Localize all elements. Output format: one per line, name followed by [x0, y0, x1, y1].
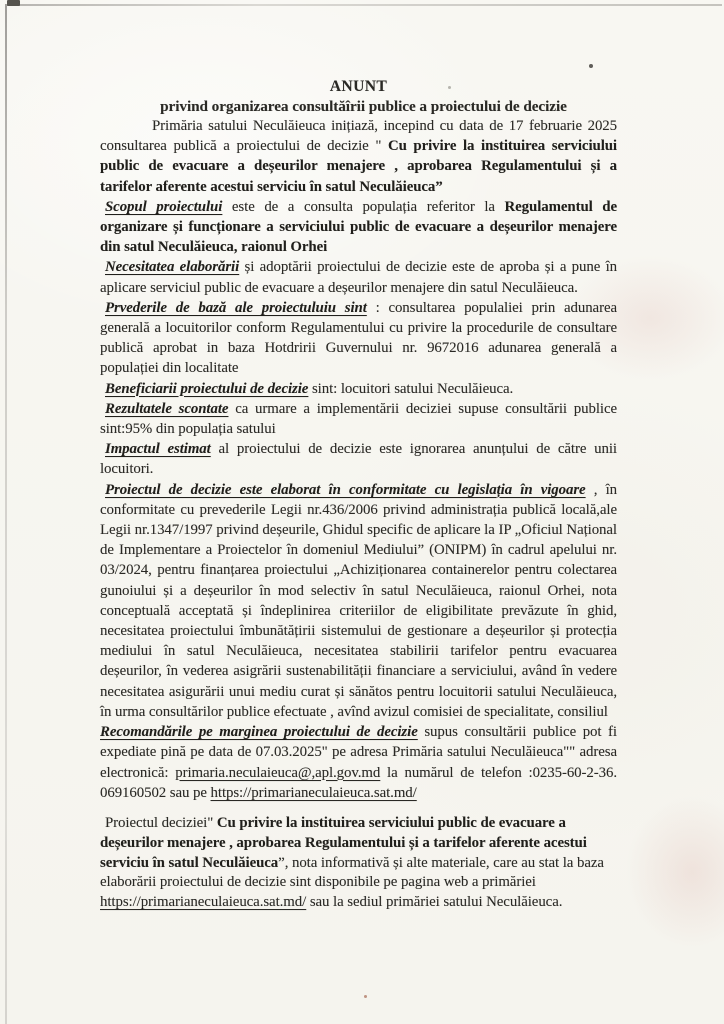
website-link[interactable]: https://primarianeculaieuca.sat.md/ — [210, 784, 417, 801]
paragraph-legislatia — [100, 480, 617, 722]
text-run: Rezultatele scontate — [105, 400, 229, 417]
text-run: , în conformitate cu prevederile Legii nr.436/2006 privind administrația publică locală,ale Legii nr.1347/1997 privind deșeurile, Ghidul specific de aplicare la IP „Oficiul Național de Implementare a Proiectelor în domeniul Mediului” (ONIPM) în cadrul apelului nr. 03/2024, pentru finanțarea proiectului „Achiziționarea containerelor pentru colectarea gunoiului și a deșeurilor în mod selectiv în satul Neculăieuca, raionul Orhei, nota conceptuală acceptată și îndeplinirea criteriilor de eligibilitate prevăzute în ghid, necesitatea proiectului îmbunătățirii sistemului de gestionare a deșeurilor și protecția mediului în satul Neculăieuca, necesitatea stabilirii tarifelor pentru evacuarea deșeurilor, în vederea asigrării sustenabilității financiare a serviciului, având în vedere necesitatea asigurării unui mediu curat și sănătos pentru locuitorii satului Neculăieuca, în urma consultărilor publice efectuate , avînd avizul comisiei de specialitate, consiliul — [100, 481, 617, 720]
text-run: al proiectului de decizie este ignorarea anunțului de către unii locuitori. — [100, 441, 617, 478]
text-run: Necesitatea elaborării — [105, 259, 240, 276]
email-link[interactable]: primaria.neculaieuca@,apl.gov.md — [175, 764, 381, 781]
paragraph-beneficiarii — [100, 379, 617, 399]
paragraph-rezultatele — [100, 399, 617, 439]
paragraph-scopul — [100, 197, 617, 258]
text-run: Impactul estimat — [105, 441, 211, 458]
text-run: Regulamentul de organizare și funcționare a serviciului public de evacuare a deșeurilor menajere din satul Neculăieuca, raionul Orhei — [100, 198, 618, 256]
document-body — [100, 116, 617, 913]
scan-edge-top — [6, 4, 722, 6]
scan-speckle — [364, 995, 367, 998]
paragraph-necesitatea — [100, 257, 617, 297]
document-title: ANUNT — [329, 78, 388, 95]
text-run: Prvederile de bază ale proiectuluiu sint — [105, 299, 367, 316]
document — [100, 76, 617, 913]
document-subtitle: privind organizarea consultăîrii publice a proiectului de decizie — [160, 98, 567, 115]
text-run: Proiectul de decizie este elaborat în conformitate cu legislația în vigoare — [105, 481, 586, 498]
paragraph-recomandarile — [100, 722, 617, 803]
text-run: Beneficiarii proiectului de decizie — [105, 380, 309, 397]
text-run: Recomandările pe marginea proiectului de decizie — [100, 724, 418, 741]
paragraph-prevederile — [100, 298, 617, 379]
scan-edge-left — [5, 4, 7, 1024]
scan-dot — [589, 64, 593, 68]
text-run: la numărul de telefon :0235-60-2-36. 069160502 sau pe — [100, 764, 617, 801]
text-run: sint: locuitori satului Neculăieuca. — [308, 380, 514, 397]
paragraph-impactul — [100, 439, 617, 479]
text-run: : consultarea populaliei prin adunarea generală a locuitorilor conform Regulamentului cu privire la procedurile de consultare publică aprobat in baza Hotdririi Guvernului nr. 9672016 adunarea generală a populației din localitate — [100, 299, 617, 377]
text-run: supus consultării publice pot fi expediate pină pe data de 07.03.2025" pe adresa Primăria satului Neculăieuca"" adresa electronică: — [100, 724, 617, 781]
paragraph-disponibilitate — [100, 814, 617, 913]
text-run: Primăria satului Neculăieuca inițiază, incepind cu data de 17 februarie 2025 consultarea publică a proiectului de decizie " — [100, 118, 617, 155]
text-run: și adoptării proiectului de decizie este de aproba și a pune în aplicare serviciul public de evacuare a deșeurilor menajere din satul Neculăieuca. — [100, 259, 617, 296]
paragraph-initiere — [100, 116, 617, 197]
text-run: ”, nota informativă și alte materiale, care au stat la baza elaborării proiectului de decizie sint disponibile pe pagina web a primăriei — [100, 854, 604, 891]
website-link-2[interactable]: https://primarianeculaieuca.sat.md/ — [100, 894, 307, 911]
text-run: este de a consulta populația referitor la — [222, 198, 505, 215]
text-run: Cu privire la instituirea serviciului public de evacuare a deșeurilor menajere , aprobarea Regulamentului și a tarifelor aferente acestui serviciu în satul Neculăieuca — [100, 814, 587, 871]
text-run: Scopul proiectului — [105, 198, 223, 215]
text-run: sau la sediul primăriei satului Neculăieuca. — [306, 894, 563, 911]
scan-corner-mark — [7, 0, 20, 6]
text-run: ca urmare a implementării deciziei supuse consultării publice sint:95% din populația satului — [100, 400, 617, 438]
text-run: Cu privire la instituirea serviciului public de evacuare a deșeurilor menajere , aprobarea Regulamentului și a tarifelor aferente acestui serviciu în satul Neculăieuca” — [100, 138, 617, 195]
text-run: Proiectul deciziei" — [105, 814, 217, 831]
